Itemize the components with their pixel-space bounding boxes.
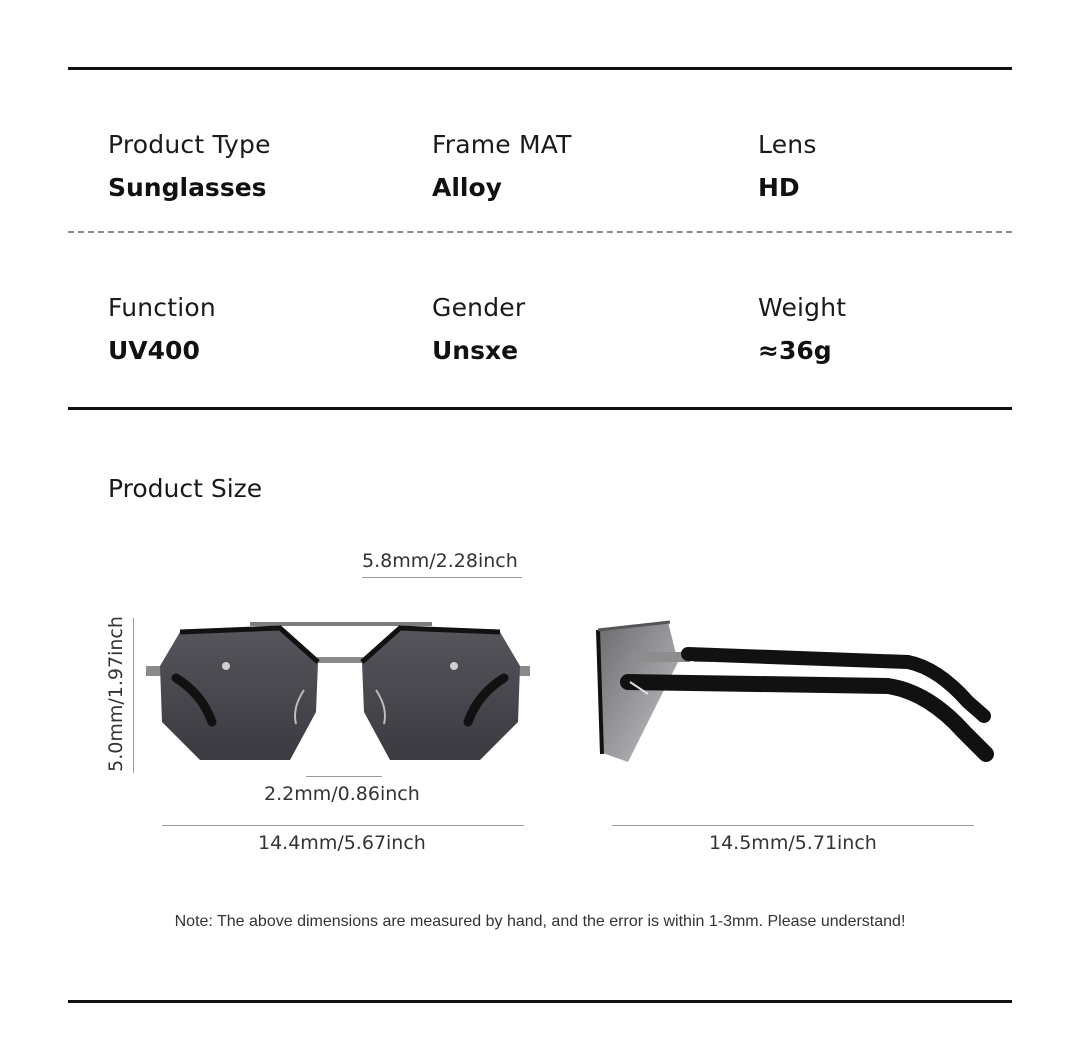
temple-length-dimension: 14.5mm/5.71inch: [709, 832, 877, 854]
spec-value: Unsxe: [432, 336, 519, 365]
spec-value: Alloy: [432, 173, 502, 202]
spec-label: Frame MAT: [432, 130, 572, 159]
front-width-dimension: 14.4mm/5.67inch: [258, 832, 426, 854]
lens-height-dimension: 5.0mm/1.97inch: [105, 616, 127, 772]
spec-gender: [432, 293, 525, 365]
spec-value: Sunglasses: [108, 173, 267, 202]
bridge-bottom-line: [306, 776, 382, 777]
spec-label: Gender: [432, 293, 526, 322]
spec-value: UV400: [108, 336, 200, 365]
spec-lens: [758, 130, 817, 202]
spec-function: [108, 293, 216, 365]
product-size-title: Product Size: [108, 474, 263, 503]
spec-label: Weight: [758, 293, 847, 322]
bridge-top-dimension: 5.8mm/2.28inch: [362, 550, 518, 572]
measurement-note: Note: The above dimensions are measured by hand, and the error is within 1-3mm. Please understand!: [174, 913, 906, 930]
lens-height-line: [133, 618, 134, 773]
spec-value: HD: [758, 173, 800, 202]
spec-value: ≈36g: [758, 336, 832, 365]
bridge-bottom-dimension: 2.2mm/0.86inch: [264, 783, 420, 805]
sunglasses-side-view: [588, 612, 1008, 772]
temple-length-line: [612, 825, 974, 826]
spec-product-type: [108, 130, 271, 202]
middle-divider: [68, 407, 1012, 410]
dashed-divider: [68, 231, 1012, 233]
spec-label: Function: [108, 293, 216, 322]
spec-label: Product Type: [108, 130, 271, 159]
bridge-top-line: [362, 577, 522, 578]
sunglasses-front-view: [140, 612, 540, 772]
bottom-divider: [68, 1000, 1012, 1003]
spec-weight: [758, 293, 846, 365]
spec-label: Lens: [758, 130, 817, 159]
spec-frame-mat: [432, 130, 572, 202]
top-divider: [68, 67, 1012, 70]
front-width-line: [162, 825, 524, 826]
